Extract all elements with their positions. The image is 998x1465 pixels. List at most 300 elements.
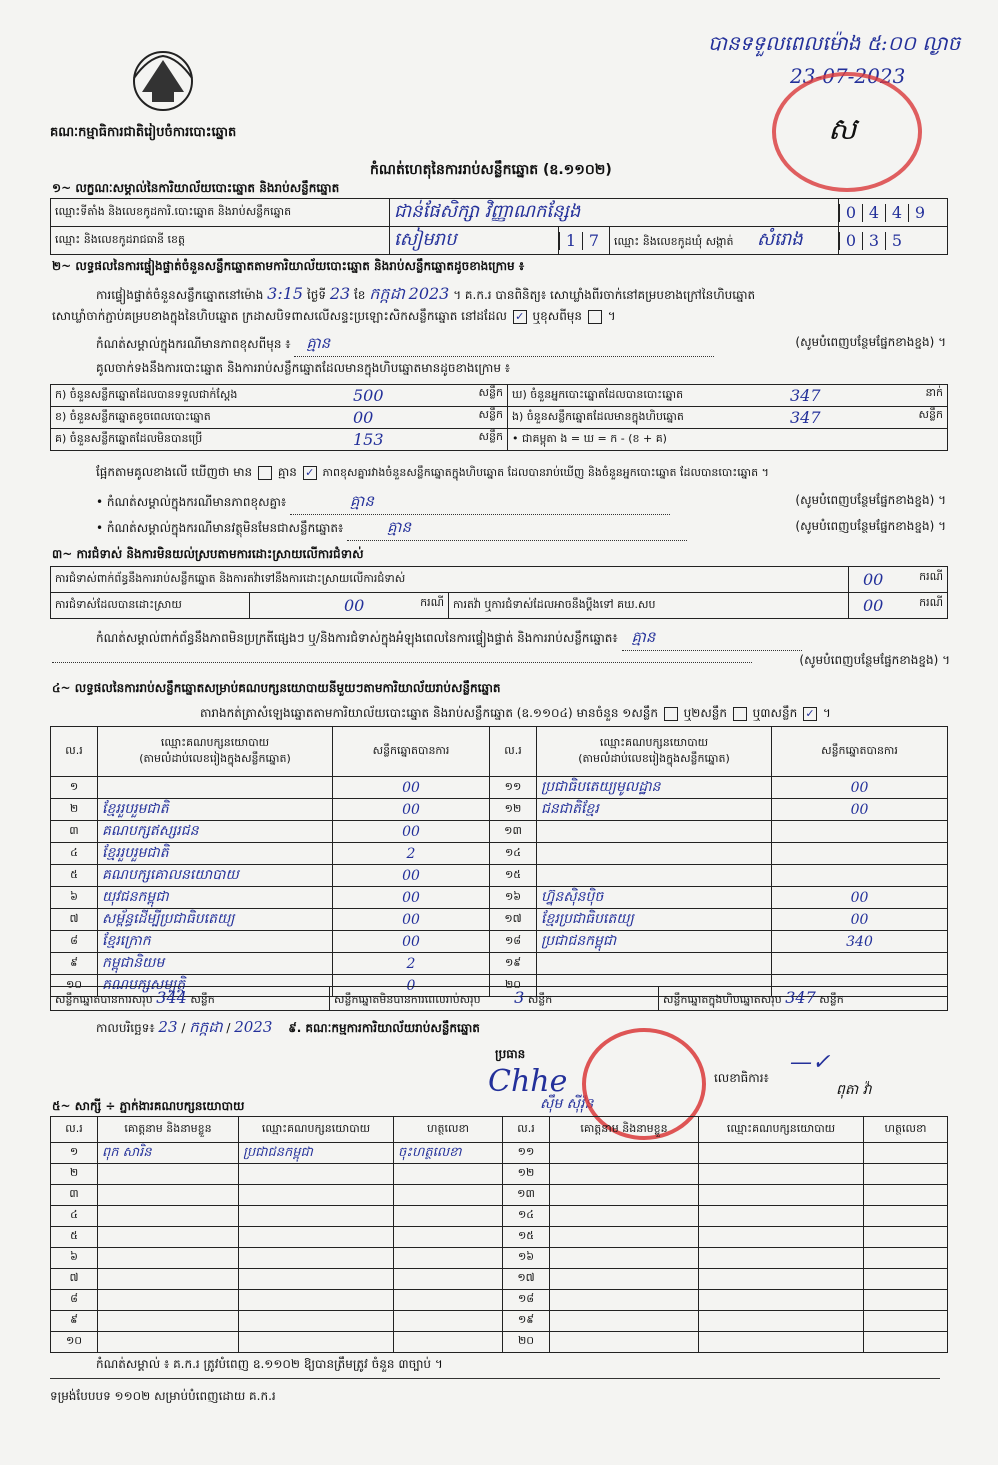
table-row: [51, 1248, 948, 1269]
witness-no-text: ១០: [65, 1334, 83, 1347]
table-row: [51, 1164, 948, 1185]
witness-sign: [394, 1206, 503, 1227]
s1-row1-code: [839, 199, 948, 227]
row-no: [51, 865, 98, 887]
table-row: [51, 887, 948, 909]
row-no-text: ២: [69, 801, 79, 815]
bullet1-field[interactable]: [290, 492, 670, 515]
s1-row2-value: [390, 227, 559, 255]
code-digit: 3: [862, 232, 885, 250]
code-digit: 5: [885, 232, 908, 250]
party-votes-text: 00: [402, 801, 420, 818]
total-invalid-label: សន្លឹកឆ្នោតមិនបានការពេលរាប់សរុប: [334, 993, 481, 1006]
row-no-text: ១៧: [504, 911, 522, 925]
party-votes: [333, 821, 490, 843]
resolved-label: ការជំទាស់ដែលបានដោះស្រាយ: [51, 593, 250, 619]
party-votes-text: 00: [850, 779, 869, 796]
code-digit: 0: [839, 232, 862, 250]
three-sheets-label: ឬ៣សន្លឹក: [752, 706, 798, 720]
received-date: 23-07-2023: [790, 64, 906, 88]
witness-sign: [864, 1227, 948, 1248]
row-no-text: ១៨: [504, 933, 522, 947]
province-name: សៀមរាប: [394, 229, 457, 250]
witness-no: [51, 1332, 98, 1353]
witness-sign: [394, 1332, 503, 1353]
org-name: គណៈកម្មាធិការជាតិរៀបចំការបោះឆ្នោត: [50, 125, 237, 140]
party-votes: [772, 865, 948, 887]
witness-no: [51, 1206, 98, 1227]
table-row: [51, 953, 948, 975]
has-discrepancy-checkbox[interactable]: [258, 466, 272, 480]
row-no: [490, 799, 537, 821]
witness-no: [51, 1248, 98, 1269]
witness-party: [239, 1290, 394, 1311]
witness-name: [550, 1248, 699, 1269]
seal-note-label: កំណត់សម្គាល់ក្នុងករណីមានភាពខុសពីមុន ៖: [96, 337, 291, 351]
s1-row2-code: [559, 227, 610, 255]
seal-note-field[interactable]: [294, 334, 714, 357]
code-digit: 4: [885, 204, 908, 222]
witness-party: [699, 1206, 864, 1227]
table-row: [51, 799, 948, 821]
row-no: [51, 799, 98, 821]
col-party-label: ឈ្មោះគណបក្សនយោបាយ: [160, 735, 270, 749]
row-no: [490, 887, 537, 909]
row-no-text: ១: [69, 779, 79, 793]
party-votes: [772, 887, 948, 909]
col-votes: សន្លឹកឆ្នោតបានការ: [772, 727, 948, 777]
witness-no-text: ១១: [517, 1145, 535, 1158]
footer-note: កំណត់សម្គាល់ ៖ គ.ក.រ ត្រូវបំពេញ ឧ.១១០២ ឱ្យបានត្រឹមត្រូវ ចំនួន ៣ច្បាប់ ។: [96, 1357, 443, 1371]
witness-party: [239, 1269, 394, 1290]
objection-value: 00: [863, 570, 884, 589]
chair-name: ស៊ឹម ស៊ីវ៉ុន: [540, 1096, 594, 1112]
changed-checkbox[interactable]: [588, 310, 602, 324]
party-votes-text: 340: [846, 933, 873, 950]
count-row-value: [766, 385, 948, 407]
witness-party: [699, 1227, 864, 1248]
witness-name: [550, 1164, 699, 1185]
party-votes: [772, 821, 948, 843]
witness-party-text: ប្រជាជនកម្ពុជា: [243, 1144, 313, 1160]
count-row-value: [766, 407, 948, 429]
no-discrepancy-label: គ្មាន: [277, 465, 297, 479]
sheet-count-line: តារាងកត់ត្រាសំឡេងឆ្នោតតាមការិយាល័យបោះឆ្នោត និងរាប់សន្លឹកឆ្នោត (ឧ.១១០៤) មានចំនួន ១សន្លឹក ឬ២សន្លឹក ឬ៣សន្លឹក ✓ ។: [200, 706, 831, 720]
col-no: ល.រ: [490, 727, 537, 777]
footer-form-info: ទម្រង់បែបបទ ១១០២ សម្រាប់បំពេញដោយ គ.ក.រ: [50, 1389, 276, 1403]
row-no-text: ១៦: [504, 889, 522, 903]
witness-no: [51, 1143, 98, 1164]
witness-no-text: ១៨: [517, 1292, 535, 1305]
witness-no-text: ៤: [70, 1208, 78, 1221]
witness-no-text: ១២: [517, 1166, 535, 1179]
party-name: [537, 953, 772, 975]
col-no: ល.រ: [51, 727, 98, 777]
witness-name: [98, 1185, 239, 1206]
form-title: កំណត់ហេតុនៃការរាប់សន្លឹកឆ្នោត (ឧ.១១០២): [370, 162, 612, 178]
bullet2-line: [96, 518, 946, 541]
unchanged-checkbox[interactable]: ✓: [513, 310, 527, 324]
witness-no: [51, 1164, 98, 1185]
witness-party: [239, 1143, 394, 1164]
votes-table: [50, 726, 948, 997]
party-name-text: ខ្មែរក្រោក: [102, 933, 151, 949]
witness-no-text: ១៤: [517, 1208, 535, 1221]
count-row-value: [319, 407, 508, 429]
party-votes-text: 2: [406, 845, 416, 862]
bullet1-line: [96, 492, 946, 515]
chair-signature: Chhe: [488, 1064, 568, 1099]
party-name-text: គណបក្សគោលនយោបាយ: [102, 867, 239, 883]
unit: សន្លឹក: [478, 408, 503, 421]
objection-label: ការជំទាស់ពាក់ព័ន្ធនឹងការរាប់សន្លឹកឆ្នោត និងការតវ៉ាទៅនឹងការដោះស្រាយលើការជំទាស់: [51, 567, 849, 593]
party-name-text: ខ្មែររួបរួមជាតិ: [102, 801, 169, 817]
totals-table: [50, 986, 948, 1011]
total-valid-value: 344: [156, 988, 187, 1007]
row-no-text: ៥: [70, 867, 78, 881]
bullet1-value: គ្មាន: [350, 492, 374, 510]
party-votes-text: 00: [850, 889, 869, 906]
row-no-text: ២០: [504, 977, 522, 991]
w-col-party: ឈ្មោះគណបក្សនយោបាយ: [699, 1117, 864, 1143]
irregularity-field[interactable]: [622, 628, 802, 651]
witness-name: [550, 1143, 699, 1164]
count-table: [50, 384, 948, 451]
row-no: [51, 931, 98, 953]
row-no-text: ១០: [65, 977, 83, 991]
party-name-text: ហ្វ៊ុនស៊ិនប៉ិច: [541, 889, 604, 905]
witness-name: [98, 1143, 239, 1164]
code-digit: 7: [582, 232, 605, 250]
witness-no: [51, 1185, 98, 1206]
row-no-text: ៧: [69, 911, 79, 925]
voters-count: 347: [790, 386, 821, 405]
party-name: [98, 799, 333, 821]
two-sheets-label: ឬ២សន្លឹក: [683, 706, 728, 720]
party-votes: [772, 953, 948, 975]
row-no-text: ១១: [504, 779, 522, 793]
party-votes: [333, 777, 490, 799]
count-row-label: ង) ចំនួនសន្លឹកឆ្នោតដែលមានក្នុងហិបឆ្នោត: [508, 407, 767, 429]
witness-party: [239, 1164, 394, 1185]
section4-title: ៤~ លទ្ធផលនៃការរាប់សន្លឹកឆ្នោតសម្រាប់គណបក្សនយោបាយនីមួយៗតាមការិយាល័យរាប់សន្លឹកឆ្នោត: [52, 681, 501, 695]
party-votes-text: 00: [402, 933, 420, 950]
table-row: [51, 909, 948, 931]
s1-row2-code2: [839, 227, 948, 255]
row-no-text: ១២: [504, 801, 522, 815]
witness-party: [699, 1332, 864, 1353]
table-row: [51, 1290, 948, 1311]
section3-title: ៣~ ការជំទាស់ និងការមិនយល់ស្របតាមការដោះស្រាយលើការជំទាស់: [52, 547, 364, 561]
committee-label: ៩. គណៈកម្មការការិយាល័យរាប់សន្លឹកឆ្នោត: [288, 1021, 480, 1035]
party-votes: [333, 909, 490, 931]
witness-no-text: ១៦: [517, 1250, 535, 1263]
row-no: [51, 821, 98, 843]
no-discrepancy-checkbox[interactable]: ✓: [303, 466, 317, 480]
party-name-text: ខ្មែររួបរួមជាតិ: [102, 845, 169, 861]
witness-no-text: ៣: [69, 1187, 79, 1200]
table-row: [51, 931, 948, 953]
witness-name: [98, 1311, 239, 1332]
witness-party: [699, 1185, 864, 1206]
witness-party: [699, 1311, 864, 1332]
day-label: ថ្ងៃទី: [306, 288, 326, 302]
section1-table: [50, 198, 948, 255]
party-name: [537, 843, 772, 865]
code-digit: 4: [862, 204, 885, 222]
witness-no: [503, 1143, 550, 1164]
party-votes: [333, 931, 490, 953]
witness-no: [503, 1311, 550, 1332]
count-row-value: [319, 385, 508, 407]
witness-party: [699, 1248, 864, 1269]
party-name-text: ប្រជាជនកម្ពុជា: [541, 933, 617, 949]
party-name-text: គណបក្សសម្បត្តិ: [102, 977, 186, 993]
row-no-text: ១៣: [504, 823, 522, 837]
w-col-name: គោត្តនាម និងនាមខ្លួន: [550, 1117, 699, 1143]
row-no-text: ៣: [69, 823, 79, 837]
party-votes: [772, 909, 948, 931]
verification-month: កក្កដា: [369, 284, 405, 303]
row-no-text: ៨: [70, 933, 78, 947]
three-sheets-checkbox[interactable]: ✓: [803, 707, 817, 721]
result-intro: គូលចាក់ទងនឹងការបោះឆ្នោត និងការរាប់សន្លឹកឆ្នោតដែលមានក្នុងហិបឆ្នោតមានដូចខាងក្រោម ៖: [96, 361, 511, 375]
row-no: [490, 865, 537, 887]
witness-no: [503, 1269, 550, 1290]
party-name: [537, 865, 772, 887]
witness-no: [51, 1227, 98, 1248]
w-col-no: ល.រ: [51, 1117, 98, 1143]
table-row: [51, 1143, 948, 1164]
party-votes-text: 00: [402, 867, 420, 884]
witness-no: [503, 1164, 550, 1185]
table-row: [51, 1332, 948, 1353]
one-sheet-checkbox[interactable]: [664, 707, 678, 721]
witness-name: [98, 1269, 239, 1290]
witness-no-text: ១៧: [517, 1271, 535, 1284]
total-box-value: 347: [785, 988, 816, 1007]
row-no-text: ៤: [70, 845, 78, 859]
irregularity-label: កំណត់សម្គាល់ពាក់ព័ន្ធនឹងភាពមិនប្រក្រតីផ្សេងៗ ឬ/និងការជំទាស់ក្នុងអំឡុងពេលនៃការផ្ទៀងផ្ទាត់ និងការរាប់សន្លឹកឆ្នោត៖: [96, 631, 618, 645]
section2-title: ២~ លទ្ធផលនៃការផ្ទៀងផ្ទាត់ចំនួនសន្លឹកឆ្នោតតាមការិយាល័យបោះឆ្នោត និងរាប់សន្លឹកឆ្នោតដូចខាងក្រោម ៖: [52, 259, 525, 273]
bullet1-tail: (សូមបំពេញបន្ថែមផ្នែកខាងខ្នង) ។: [795, 493, 946, 507]
row-no: [490, 777, 537, 799]
witness-name: [98, 1248, 239, 1269]
spoiled-ballots: 00: [353, 408, 374, 427]
resolved-value: 00: [344, 596, 365, 615]
month-label: ខែ: [354, 288, 366, 302]
witness-party: [239, 1227, 394, 1248]
witness-no: [503, 1227, 550, 1248]
nec-logo: [128, 48, 198, 114]
table-row: [51, 1206, 948, 1227]
witness-sign: [394, 1143, 503, 1164]
unit: សន្លឹក: [478, 430, 503, 443]
verification-time: 3:15: [267, 284, 304, 303]
witness-no: [503, 1248, 550, 1269]
party-votes-text: 00: [402, 889, 420, 906]
appeal-label: ការតវ៉ា ឬការជំទាស់ដែលអាចនឹងប្ដឹងទៅ គឃ.សប: [449, 593, 849, 619]
party-votes-text: 00: [402, 779, 420, 796]
witness-name: [550, 1185, 699, 1206]
witness-party: [699, 1290, 864, 1311]
witness-no-text: ១៩: [517, 1313, 535, 1326]
w-col-sign: ហត្ថលេខា: [864, 1117, 948, 1143]
s1-row2-label: ឈ្មោះ និងលេខកូដរាជធានី ខេត្ត: [51, 227, 390, 255]
witness-table: [50, 1116, 948, 1353]
party-votes: [333, 887, 490, 909]
row-no: [490, 821, 537, 843]
party-votes: [772, 843, 948, 865]
secretary-label: លេខាធិការ៖: [714, 1071, 769, 1085]
party-name: [537, 799, 772, 821]
total-box-label: សន្លឹកឆ្នោតក្នុងហិបឆ្នោតសរុប: [663, 993, 782, 1006]
unit: សន្លឹក: [819, 993, 844, 1006]
total-invalid-value: 3: [514, 988, 525, 1007]
code-digit: 1: [559, 232, 582, 250]
witness-sign: [394, 1311, 503, 1332]
seal-note-value: គ្មាន: [306, 334, 331, 352]
table-row: [51, 777, 948, 799]
unused-ballots: 153: [353, 430, 384, 449]
section1-title: ១~ លក្ខណៈសម្គាល់នៃការិយាល័យបោះឆ្នោត និងរាប់សន្លឹកឆ្នោត: [52, 181, 340, 195]
witness-name: [98, 1206, 239, 1227]
col-party: [537, 727, 772, 777]
count-row-value: [319, 429, 508, 451]
footer-divider: [50, 1378, 940, 1379]
irregularity-field-2[interactable]: [52, 662, 752, 663]
signature-top: ស: [828, 112, 857, 147]
party-name: [98, 887, 333, 909]
witness-sign: [394, 1248, 503, 1269]
witness-no-text: ១៣: [517, 1187, 535, 1200]
resolved-count: [250, 593, 449, 619]
unit: សន្លឹក: [918, 408, 943, 421]
ballots-in-box: 347: [790, 408, 821, 427]
commune-label: ឈ្មោះ និងលេខកូដឃុំ សង្កាត់: [614, 235, 734, 248]
s1-row1-label: ឈ្មោះទីតាំង និងលេខកូដការិ.បោះឆ្នោត និងរាប់សន្លឹកឆ្នោត: [51, 199, 390, 227]
w-col-name: គោត្តនាម និងនាមខ្លួន: [98, 1117, 239, 1143]
party-name: [98, 843, 333, 865]
appeal-count: [849, 593, 948, 619]
witness-party: [239, 1311, 394, 1332]
party-name-text: ប្រជាធិបតេយ្យមូលដ្ឋាន: [541, 779, 661, 795]
received-note: បានទទួលពេលម៉ោង ៥:០០ ល្ងាច: [708, 31, 961, 55]
bullet2-field[interactable]: [347, 518, 687, 541]
party-votes: [333, 953, 490, 975]
row-no: [51, 909, 98, 931]
row-no: [490, 953, 537, 975]
col-votes: សន្លឹកឆ្នោតបានការ: [333, 727, 490, 777]
witness-no-text: ២: [69, 1166, 79, 1179]
witness-no: [51, 1290, 98, 1311]
party-votes-text: 00: [850, 801, 869, 818]
party-name: [537, 887, 772, 909]
chair-label: ប្រធាន: [495, 1047, 526, 1061]
verification-year: 2023: [408, 284, 450, 303]
table-row: [51, 821, 948, 843]
unit: នាក់: [925, 386, 943, 399]
two-sheets-checkbox[interactable]: [733, 707, 747, 721]
party-name: [98, 931, 333, 953]
s1-row1-text: ជាន់ផែសិក្សា វិញ្ញាណកន្សែង: [394, 201, 581, 222]
irregularity-value: គ្មាន: [631, 628, 656, 646]
party-name: [98, 821, 333, 843]
sheet-count-text: តារាងកត់ត្រាសំឡេងឆ្នោតតាមការិយាល័យបោះឆ្នោត និងរាប់សន្លឹកឆ្នោត (ឧ.១១០៤) មានចំនួន ១សន្លឹក: [200, 706, 658, 720]
col-party-label: ឈ្មោះគណបក្សនយោបាយ: [599, 735, 709, 749]
party-votes-text: 00: [850, 911, 869, 928]
row-no: [51, 887, 98, 909]
party-votes-text: 0: [406, 977, 416, 994]
code-digit: 0: [839, 204, 862, 222]
col-party-sub: (តាមលំដាប់លេខរៀងក្នុងសន្លឹកឆ្នោត): [139, 751, 291, 765]
witness-name: [98, 1164, 239, 1185]
objection-count: [849, 567, 948, 593]
secretary-signature: —✓: [790, 1050, 831, 1075]
witness-sign: [864, 1269, 948, 1290]
witness-no: [503, 1185, 550, 1206]
table-row: [51, 865, 948, 887]
total-valid: [51, 987, 330, 1011]
count-row-label: ខ) ចំនួនសន្លឹកឆ្នោតខូចពេលបោះឆ្នោត: [51, 407, 320, 429]
party-name-text: គណបក្សឥស្សរជន: [102, 823, 199, 839]
witness-name: [550, 1269, 699, 1290]
witness-sign: [864, 1248, 948, 1269]
table-row: [51, 843, 948, 865]
party-name-text: កម្ពុជានិយម: [102, 955, 165, 971]
witness-sign: [864, 1185, 948, 1206]
row-no: [51, 777, 98, 799]
formula: • ជាគម្ពុតា ង = ឃ = ក - (ខ + គ): [508, 429, 948, 451]
witness-sign-text: ចុះហត្ថលេខា: [398, 1144, 462, 1160]
witness-party: [239, 1206, 394, 1227]
witness-no-text: ៩: [70, 1313, 78, 1326]
s1-row1-value: [390, 199, 839, 227]
party-name-text: សម្ព័ន្ធដើម្បីប្រជាធិបតេយ្យ: [102, 911, 235, 927]
party-votes: [333, 865, 490, 887]
witness-name: [550, 1311, 699, 1332]
discrepancy-tail: ភាពខុសគ្នារវាងចំនួនសន្លឹកឆ្នោតក្នុងហិបឆ្នោត ដែលបានរាប់ឃើញ និងចំនួនអ្នកបោះឆ្នោត ដែលបានបោះឆ្នោត ។: [322, 466, 769, 479]
party-votes-text: 00: [402, 823, 420, 840]
witness-party: [239, 1248, 394, 1269]
witness-name-text: ពុក សារិន: [102, 1144, 152, 1160]
witness-party: [239, 1185, 394, 1206]
commune-name: សំរោង: [757, 229, 803, 250]
party-name: [98, 865, 333, 887]
witness-name: [550, 1206, 699, 1227]
row-no-text: ៦: [70, 889, 78, 903]
table-row: [51, 1185, 948, 1206]
row-no: [490, 931, 537, 953]
party-name: [537, 821, 772, 843]
party-votes: [333, 799, 490, 821]
section5-title: ៥~ សាក្សី ÷ ភ្នាក់ងារគណបក្សនយោបាយ: [52, 1099, 245, 1113]
party-votes: [772, 931, 948, 953]
witness-sign: [394, 1164, 503, 1185]
witness-name: [550, 1290, 699, 1311]
discrepancy-text: ផ្អែកតាមគូលខាងលើ ឃើញថា មាន: [96, 465, 253, 479]
date-day: 23: [158, 1018, 178, 1036]
witness-name: [98, 1290, 239, 1311]
party-name: [537, 931, 772, 953]
witness-no-text: ១៥: [517, 1229, 535, 1242]
witness-sign: [864, 1206, 948, 1227]
witness-sign: [864, 1290, 948, 1311]
objection-table: [50, 566, 948, 619]
col-party-sub: (តាមលំដាប់លេខរៀងក្នុងសន្លឹកឆ្នោត): [578, 751, 730, 765]
date-line: កាលបរិច្ឆេទ៖ 23 / កក្កដា / 2023 ៩. គណៈកម្មការការិយាល័យរាប់សន្លឹកឆ្នោត: [96, 1018, 480, 1036]
unit: សន្លឹក: [190, 993, 215, 1006]
